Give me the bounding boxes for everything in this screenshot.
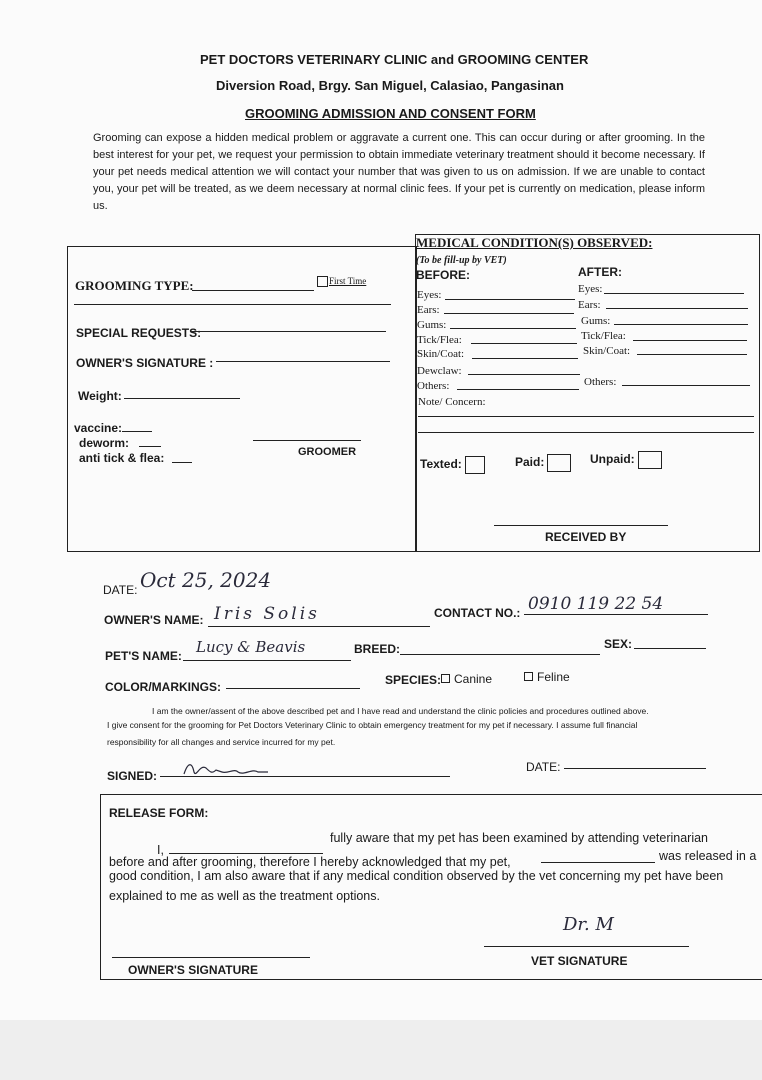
after-ears-line[interactable]	[606, 308, 748, 309]
breed-line[interactable]	[400, 654, 600, 655]
feline-label: Feline	[537, 670, 570, 684]
vaccine-line[interactable]	[122, 431, 152, 432]
pet-name-line[interactable]	[183, 660, 351, 661]
after-label: AFTER:	[578, 265, 622, 279]
release-pet-line[interactable]	[541, 862, 655, 863]
before-tick-label: Tick/Flea:	[417, 334, 462, 346]
paid-label: Paid:	[515, 455, 545, 470]
date-label: DATE:	[103, 583, 138, 597]
grooming-type-line[interactable]	[192, 290, 314, 291]
after-others-label: Others:	[584, 376, 617, 388]
pet-name-value[interactable]: Lucy & Beavis	[196, 638, 306, 656]
special-requests-label: SPECIAL REQUESTS:	[76, 326, 202, 340]
date-value[interactable]: Oct 25, 2024	[140, 568, 272, 592]
owner-signature-label: OWNER'S SIGNATURE :	[76, 356, 214, 370]
note-line-1[interactable]	[418, 416, 754, 417]
owner-signature-release-label: OWNER'S SIGNATURE	[128, 963, 258, 977]
release-text-4: explained to me as well as the treatment options.	[109, 889, 380, 903]
groomer-line[interactable]	[253, 440, 361, 441]
clinic-address: Diversion Road, Brgy. San Miguel, Calasiao, Pangasinan	[216, 78, 564, 93]
feline-option[interactable]	[524, 670, 570, 684]
after-ears-label: Ears:	[578, 299, 601, 311]
color-markings-label: COLOR/MARKINGS:	[105, 680, 221, 694]
medical-subtitle: (To be fill-up by VET)	[416, 255, 507, 266]
before-dewclaw-label: Dewclaw:	[417, 365, 462, 377]
before-skin-label: Skin/Coat:	[417, 348, 465, 360]
contact-label: CONTACT NO.:	[434, 606, 521, 620]
owner-signature-scribble	[182, 758, 272, 780]
species-label: SPECIES:	[385, 673, 442, 687]
before-ears-label: Ears:	[417, 304, 440, 316]
canine-label: Canine	[454, 672, 493, 686]
texted-checkbox[interactable]	[465, 456, 485, 474]
groomer-label: GROOMER	[298, 446, 357, 458]
release-text-2a: before and after grooming, therefore I hereby acknowledged that my pet,	[109, 855, 511, 869]
before-tick-line[interactable]	[471, 343, 577, 344]
owner-signature-release-line[interactable]	[112, 957, 310, 958]
form-title: GROOMING ADMISSION AND CONSENT FORM	[245, 106, 536, 121]
contact-value[interactable]: 0910 119 22 54	[528, 594, 664, 614]
intro-paragraph: Grooming can expose a hidden medical problem or aggravate a current one. This can occur during or after grooming. In the best interest for your pet, we request your permission to obtain immediate veterinary treatment should it become necessary. If your pet needs medical attention we will contact your number that was given to us on admission. If we are unable to contact you, your pet will be treated, as we deem necessary at normal clinic fees. If your pet is currently on medication, please inform us.	[93, 132, 705, 212]
note-line-2[interactable]	[418, 432, 754, 433]
vaccine-label: vaccine:	[74, 421, 123, 435]
after-eyes-label: Eyes:	[578, 283, 603, 295]
before-eyes-line[interactable]	[445, 299, 575, 300]
before-skin-line[interactable]	[472, 358, 578, 359]
before-dewclaw-line[interactable]	[468, 374, 580, 375]
unpaid-checkbox[interactable]	[638, 451, 662, 469]
sex-label: SEX:	[604, 637, 633, 651]
release-text-3: good condition, I am also aware that if any medical condition observed by the vet concerning my pet have been	[109, 869, 724, 883]
vet-signature-label: VET SIGNATURE	[531, 954, 628, 968]
anti-tick-line[interactable]	[172, 462, 192, 463]
paid-checkbox[interactable]	[547, 454, 571, 472]
before-gums-line[interactable]	[450, 328, 576, 329]
before-ears-line[interactable]	[444, 313, 574, 314]
deworm-label: deworm:	[79, 436, 130, 450]
first-time-option[interactable]	[317, 276, 366, 287]
vet-signature-value: Dr. M	[563, 914, 614, 935]
consent-line-3: responsibility for all changes and service incurred for my pet.	[107, 737, 336, 747]
after-gums-line[interactable]	[614, 324, 748, 325]
grooming-type-label: GROOMING TYPE:	[75, 278, 194, 293]
after-tick-label: Tick/Flea:	[581, 330, 626, 342]
clinic-name: PET DOCTORS VETERINARY CLINIC and GROOMING CENTER	[200, 52, 589, 67]
owner-name-line[interactable]	[208, 626, 430, 627]
weight-label: Weight:	[78, 389, 122, 403]
color-markings-line[interactable]	[226, 688, 360, 689]
signed-label: SIGNED:	[107, 769, 158, 783]
owner-signature-line[interactable]	[216, 361, 390, 362]
page-bottom-shadow	[0, 1020, 762, 1080]
before-others-line[interactable]	[457, 389, 579, 390]
feline-checkbox[interactable]	[524, 672, 533, 681]
received-by-line[interactable]	[494, 525, 668, 526]
weight-line[interactable]	[124, 398, 240, 399]
anti-tick-label: anti tick & flea:	[79, 451, 165, 465]
consent-line-2: I give consent for the grooming for Pet Doctors Veterinary Clinic to obtain emergency treatment for my pet if necessary. I assume full financial	[107, 720, 638, 730]
release-i: I,	[157, 843, 164, 857]
date2-label: DATE:	[526, 760, 561, 774]
vet-signature-line[interactable]	[484, 946, 689, 947]
release-title: RELEASE FORM:	[109, 806, 209, 820]
medical-title: MEDICAL CONDITION(S) OBSERVED:	[416, 235, 653, 250]
paid-option[interactable]	[515, 454, 571, 472]
after-others-line[interactable]	[622, 385, 750, 386]
after-skin-line[interactable]	[637, 354, 747, 355]
first-time-label: First Time	[329, 276, 367, 286]
sex-line[interactable]	[634, 648, 706, 649]
unpaid-label: Unpaid:	[590, 452, 635, 467]
texted-label: Texted:	[420, 457, 462, 472]
after-gums-label: Gums:	[581, 315, 611, 327]
consent-line-1: I am the owner/assent of the above described pet and I have read and understand the clinic policies and procedures outlined above.	[152, 706, 649, 716]
grooming-type-line-2	[74, 304, 391, 305]
breed-label: BREED:	[354, 642, 401, 656]
special-requests-line[interactable]	[190, 331, 386, 332]
before-eyes-label: Eyes:	[417, 289, 442, 301]
deworm-line[interactable]	[139, 446, 161, 447]
pet-name-label: PET'S NAME:	[105, 649, 182, 663]
unpaid-option[interactable]	[590, 451, 662, 469]
release-text-1: fully aware that my pet has been examined by attending veterinarian	[330, 831, 709, 845]
after-tick-line[interactable]	[633, 340, 747, 341]
texted-option[interactable]	[420, 456, 485, 474]
contact-line[interactable]	[524, 614, 708, 615]
owner-name-value[interactable]: Iris Solis	[214, 604, 320, 624]
release-text-2b: was released in a	[659, 849, 757, 863]
date2-line[interactable]	[564, 768, 706, 769]
owner-name-label: OWNER'S NAME:	[104, 613, 204, 627]
received-by-label: RECEIVED BY	[545, 530, 627, 544]
before-others-label: Others:	[417, 380, 450, 392]
first-time-checkbox[interactable]	[317, 276, 328, 287]
canine-option[interactable]	[441, 672, 492, 686]
before-label: BEFORE:	[416, 268, 470, 282]
after-skin-label: Skin/Coat:	[583, 345, 631, 357]
note-concern-label: Note/ Concern:	[418, 396, 486, 408]
before-gums-label: Gums:	[417, 319, 447, 331]
canine-checkbox[interactable]	[441, 674, 450, 683]
after-eyes-line[interactable]	[604, 293, 744, 294]
